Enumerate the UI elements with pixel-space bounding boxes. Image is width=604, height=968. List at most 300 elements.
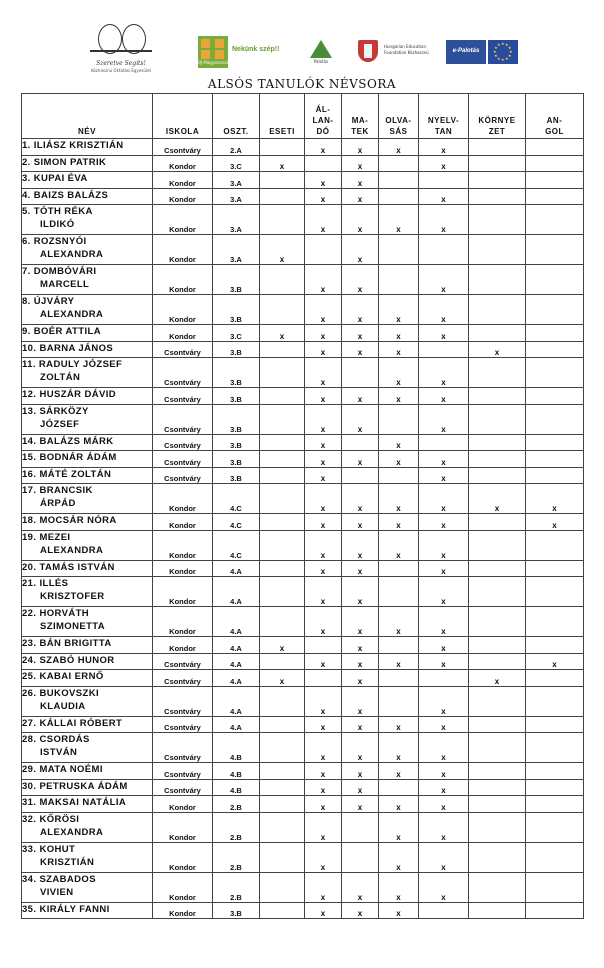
school-cell: Csontváry [153,763,213,780]
eseti-mark-cell [260,530,305,560]
angol-mark-cell: x [526,653,584,670]
allando-mark-cell: x [305,404,342,434]
matek-mark-cell: x [342,341,379,358]
school-cell: Kondor [153,188,213,205]
olvasas-mark-cell: x [379,388,419,405]
table-row [22,235,584,265]
kornyezet-mark-cell [469,155,526,172]
olvasas-mark-cell [379,686,419,716]
table-row [22,637,584,654]
student-name-line: 7. DOMBÓVÁRI [22,266,97,277]
matek-mark-cell [342,842,379,872]
student-name-line: 29. MATA NOÉMI [22,764,103,775]
student-name-cell [22,686,153,716]
olvasas-mark-cell: x [379,514,419,531]
angol-mark-cell [526,404,584,434]
class-cell: 3.A [213,205,260,235]
eu-star-icon: ★ [494,45,498,50]
student-name-cell [22,872,153,902]
olvasas-mark-cell: x [379,139,419,156]
olvasas-mark-cell [379,779,419,796]
class-cell: 4.B [213,733,260,763]
kornyezet-mark-cell [469,779,526,796]
eseti-mark-cell [260,902,305,919]
angol-mark-cell: x [526,514,584,531]
matek-mark-cell: x [342,637,379,654]
matek-mark-cell: x [342,670,379,687]
school-cell: Csontváry [153,716,213,733]
nyelvtan-mark-cell [419,434,469,451]
student-name-line: 34. SZABADOS [22,873,96,885]
kornyezet-mark-cell [469,796,526,813]
kornyezet-mark-cell [469,577,526,607]
student-name-line: 17. BRANCSIK [22,485,93,496]
nyelvtan-mark-cell: x [419,325,469,342]
school-cell: Kondor [153,560,213,577]
olvasas-mark-cell: x [379,358,419,388]
student-name-line: 31. MAKSAI NATÁLIA [22,797,127,808]
table-row [22,514,584,531]
eu-star-icon: ★ [497,42,501,48]
student-name-line: 24. SZABÓ HUNOR [22,654,115,666]
allando-mark-cell: x [305,812,342,842]
eseti-mark-cell [260,842,305,872]
eseti-mark-cell [260,577,305,607]
matek-mark-cell: x [342,796,379,813]
col-allando-header: ÁL- LAN- DÓ [305,94,342,139]
class-cell: 2.B [213,812,260,842]
olvasas-mark-cell: x [379,325,419,342]
class-cell: 4.A [213,577,260,607]
class-cell: 4.A [213,670,260,687]
student-name-line: MARCELL [40,279,90,290]
school-cell: Kondor [153,514,213,531]
eseti-mark-cell: x [260,155,305,172]
nyelvtan-mark-cell: x [419,388,469,405]
student-name-line: 26. BUKOVSZKI [22,687,99,699]
student-name-line: 1. ILIÁSZ KRISZTIÁN [22,140,124,151]
table-row [22,139,584,156]
eseti-mark-cell [260,653,305,670]
class-cell: 4.C [213,514,260,531]
matek-mark-cell: x [342,514,379,531]
table-row [22,434,584,451]
school-cell: Kondor [153,172,213,189]
olvasas-mark-cell: x [379,484,419,514]
col-matek-header: MA- TEK [342,94,379,139]
student-name-cell [22,484,153,514]
class-cell: 3.B [213,404,260,434]
table-row [22,653,584,670]
student-roster-table [21,93,584,919]
student-name-cell [22,341,153,358]
matek-mark-cell: x [342,388,379,405]
allando-mark-cell: x [305,325,342,342]
table-row [22,763,584,780]
table-row [22,796,584,813]
school-cell: Csontváry [153,341,213,358]
eseti-mark-cell: x [260,325,305,342]
allando-mark-cell: x [305,902,342,919]
eseti-mark-cell [260,467,305,484]
header-row [22,94,584,139]
matek-mark-cell: x [342,139,379,156]
school-cell: Kondor [153,530,213,560]
class-cell: 3.B [213,451,260,468]
school-cell: Kondor [153,607,213,637]
class-cell: 2.B [213,842,260,872]
kornyezet-mark-cell [469,404,526,434]
student-name-cell [22,577,153,607]
eseti-mark-cell [260,716,305,733]
olvasas-mark-cell [379,155,419,172]
angol-mark-cell [526,341,584,358]
col-olvasas-header: OLVA- SÁS [379,94,419,139]
kornyezet-mark-cell [469,205,526,235]
class-cell: 4.A [213,716,260,733]
eseti-mark-cell [260,514,305,531]
school-cell: Kondor [153,872,213,902]
student-name-cell [22,670,153,687]
table-row [22,733,584,763]
school-cell: Csontváry [153,139,213,156]
eu-star-icon: ★ [507,45,512,50]
eseti-mark-cell [260,872,305,902]
student-name-line: 27. KÁLLAI RÓBERT [22,717,123,729]
student-name-cell [22,451,153,468]
angol-mark-cell [526,842,584,872]
table-row [22,607,584,637]
eu-star-icon: ★ [493,49,497,54]
student-name-line: ILDIKÓ [40,219,75,230]
angol-mark-cell [526,733,584,763]
nyelvtan-mark-cell: x [419,812,469,842]
student-name-cell [22,812,153,842]
student-name-cell [22,404,153,434]
eseti-mark-cell [260,341,305,358]
student-name-line: 32. KŐRÖSI [22,813,80,825]
student-name-cell [22,295,153,325]
allando-mark-cell: x [305,139,342,156]
olvasas-mark-cell [379,265,419,295]
class-cell: 3.B [213,295,260,325]
class-cell: 4.A [213,686,260,716]
school-cell: Kondor [153,796,213,813]
nyelvtan-mark-cell: x [419,530,469,560]
table-row [22,716,584,733]
class-cell: 3.B [213,341,260,358]
eseti-mark-cell [260,388,305,405]
student-name-cell [22,653,153,670]
class-cell: 4.A [213,637,260,654]
palotas-logo [306,40,336,66]
olvasas-mark-cell [379,404,419,434]
student-name-line: JÓZSEF [40,418,80,430]
eseti-mark-cell [260,484,305,514]
student-name-cell [22,205,153,235]
nyelvtan-mark-cell: x [419,514,469,531]
matek-mark-cell: x [342,155,379,172]
eu-star-icon: ★ [505,55,509,61]
kornyezet-mark-cell [469,653,526,670]
school-cell: Csontváry [153,434,213,451]
kornyezet-mark-cell [469,530,526,560]
table-row [22,812,584,842]
olvasas-mark-cell: x [379,716,419,733]
nyelvtan-mark-cell [419,172,469,189]
table-row [22,265,584,295]
eseti-mark-cell [260,404,305,434]
school-cell: Kondor [153,484,213,514]
angol-mark-cell [526,434,584,451]
school-cell: Kondor [153,902,213,919]
class-cell: 3.C [213,325,260,342]
student-name-line: ZOLTÁN [40,372,81,383]
new-hungary-text: ÚJ Magyarország [198,60,232,65]
kornyezet-mark-cell [469,637,526,654]
eseti-mark-cell [260,434,305,451]
angol-mark-cell [526,205,584,235]
table-row [22,451,584,468]
olvasas-mark-cell [379,670,419,687]
nyelvtan-mark-cell [419,902,469,919]
allando-mark-cell [305,235,342,265]
allando-mark-cell: x [305,484,342,514]
nyelvtan-mark-cell: x [419,205,469,235]
matek-mark-cell: x [342,577,379,607]
olvasas-mark-cell: x [379,872,419,902]
logo-subcaption: Közhasznú Oktatási Egyesület [90,68,152,73]
table-row [22,670,584,687]
student-name-cell [22,530,153,560]
student-name-line: ALEXANDRA [40,826,104,838]
slogan-text: Nekünk szép!! [232,46,280,53]
table-row [22,686,584,716]
matek-mark-cell: x [342,686,379,716]
angol-mark-cell [526,670,584,687]
class-cell: 3.A [213,235,260,265]
nyelvtan-mark-cell: x [419,637,469,654]
student-name-line: 23. BÁN BRIGITTA [22,638,112,649]
student-name-line: 21. ILLÉS [22,578,69,589]
table-row [22,530,584,560]
kornyezet-mark-cell [469,235,526,265]
col-angol-header: AN- GOL [526,94,584,139]
matek-mark-cell: x [342,205,379,235]
kornyezet-mark-cell [469,451,526,468]
school-cell: Kondor [153,637,213,654]
col-nyelvtan-header: NYELV- TAN [419,94,469,139]
student-name-cell [22,467,153,484]
nyelvtan-mark-cell: x [419,295,469,325]
student-name-line: 6. ROZSNYÓI [22,236,87,247]
class-cell: 3.B [213,388,260,405]
class-cell: 4.A [213,607,260,637]
angol-mark-cell [526,235,584,265]
table-row [22,560,584,577]
eseti-mark-cell [260,560,305,577]
angol-mark-cell [526,172,584,189]
student-name-cell [22,796,153,813]
class-cell: 3.B [213,265,260,295]
school-cell: Kondor [153,325,213,342]
student-name-line: ÁRPÁD [40,498,76,509]
matek-mark-cell: x [342,235,379,265]
table-row [22,205,584,235]
class-cell: 3.A [213,172,260,189]
student-name-cell [22,514,153,531]
col-eseti-header: ESETI [260,94,305,139]
angol-mark-cell [526,607,584,637]
allando-mark-cell: x [305,172,342,189]
kornyezet-mark-cell [469,560,526,577]
student-name-line: 14. BALÁZS MÁRK [22,435,114,447]
table-row [22,188,584,205]
student-name-line: 12. HUSZÁR DÁVID [22,389,117,400]
angol-mark-cell [526,796,584,813]
class-cell: 4.C [213,484,260,514]
student-name-cell [22,155,153,172]
kornyezet-mark-cell [469,139,526,156]
angol-mark-cell [526,577,584,607]
kornyezet-mark-cell [469,434,526,451]
student-name-line: VIVIEN [40,886,74,898]
allando-mark-cell: x [305,560,342,577]
student-name-line: ALEXANDRA [40,249,104,260]
school-cell: Csontváry [153,686,213,716]
student-name-cell [22,763,153,780]
nyelvtan-mark-cell: x [419,872,469,902]
kornyezet-mark-cell [469,842,526,872]
kornyezet-mark-cell [469,467,526,484]
nyelvtan-mark-cell: x [419,265,469,295]
student-name-line: 28. CSORDÁS [22,734,90,745]
allando-mark-cell: x [305,733,342,763]
nyelvtan-mark-cell: x [419,779,469,796]
school-cell: Csontváry [153,467,213,484]
table-row [22,155,584,172]
olvasas-mark-cell [379,235,419,265]
school-cell: Kondor [153,577,213,607]
olvasas-mark-cell [379,637,419,654]
kornyezet-mark-cell [469,295,526,325]
eu-star-icon: ★ [494,53,498,58]
kornyezet-mark-cell [469,388,526,405]
angol-mark-cell: x [526,484,584,514]
student-name-line: 20. TAMÁS ISTVÁN [22,561,115,573]
association-logo [86,20,156,78]
eu-star-icon: ★ [509,49,513,54]
school-cell: Kondor [153,205,213,235]
eseti-mark-cell [260,607,305,637]
student-name-line: 5. TÓTH RÉKA [22,206,93,217]
olvasas-mark-cell: x [379,902,419,919]
matek-mark-cell: x [342,902,379,919]
kornyezet-mark-cell [469,763,526,780]
student-name-line: 16. MÁTÉ ZOLTÁN [22,468,112,480]
table-row [22,872,584,902]
nyelvtan-mark-cell: x [419,560,469,577]
logo-caption: Szeretve Segíts! [96,60,146,67]
allando-mark-cell: x [305,358,342,388]
table-row [22,295,584,325]
book-icon [90,50,152,60]
matek-mark-cell [342,467,379,484]
student-name-line: ISTVÁN [40,747,78,758]
class-cell: 4.B [213,763,260,780]
class-cell: 4.A [213,653,260,670]
student-name-cell [22,560,153,577]
student-name-cell [22,434,153,451]
allando-mark-cell: x [305,779,342,796]
matek-mark-cell: x [342,716,379,733]
school-cell: Csontváry [153,388,213,405]
school-cell: Csontváry [153,404,213,434]
table-row [22,388,584,405]
student-name-line: KRISZTOFER [40,591,105,602]
student-name-line: 2. SIMON PATRIK [22,156,107,168]
e-palotas-logo [446,40,486,64]
school-cell: Csontváry [153,358,213,388]
student-name-line: 10. BARNA JÁNOS [22,342,114,354]
angol-mark-cell [526,188,584,205]
school-cell: Csontváry [153,451,213,468]
matek-mark-cell: x [342,733,379,763]
table-row [22,325,584,342]
student-name-cell [22,842,153,872]
kornyezet-mark-cell [469,607,526,637]
eseti-mark-cell: x [260,670,305,687]
olvasas-mark-cell: x [379,530,419,560]
olvasas-mark-cell: x [379,434,419,451]
class-cell: 2.A [213,139,260,156]
matek-mark-cell: x [342,188,379,205]
allando-mark-cell: x [305,295,342,325]
angol-mark-cell [526,637,584,654]
e-palotas-text: e-Palotás [452,48,480,54]
eu-star-icon: ★ [501,41,505,46]
nyelvtan-mark-cell: x [419,451,469,468]
school-cell: Kondor [153,155,213,172]
nyelvtan-mark-cell: x [419,358,469,388]
matek-mark-cell: x [342,779,379,796]
eseti-mark-cell [260,763,305,780]
matek-mark-cell [342,434,379,451]
student-name-cell [22,172,153,189]
kornyezet-mark-cell [469,902,526,919]
student-name-cell [22,779,153,796]
olvasas-mark-cell: x [379,796,419,813]
allando-mark-cell: x [305,607,342,637]
class-cell: 2.B [213,872,260,902]
table-row [22,577,584,607]
student-name-line: SZIMONETTA [40,621,106,632]
angol-mark-cell [526,325,584,342]
olvasas-mark-cell [379,560,419,577]
student-name-cell [22,733,153,763]
col-kornyezet-header: KÖRNYE ZET [469,94,526,139]
school-cell: Kondor [153,295,213,325]
olvasas-mark-cell: x [379,733,419,763]
class-cell: 3.B [213,434,260,451]
eseti-mark-cell [260,686,305,716]
class-cell: 3.B [213,467,260,484]
school-cell: Csontváry [153,653,213,670]
nyelvtan-mark-cell: x [419,484,469,514]
eseti-mark-cell: x [260,235,305,265]
eu-star-icon: ★ [501,57,505,62]
eseti-mark-cell [260,172,305,189]
